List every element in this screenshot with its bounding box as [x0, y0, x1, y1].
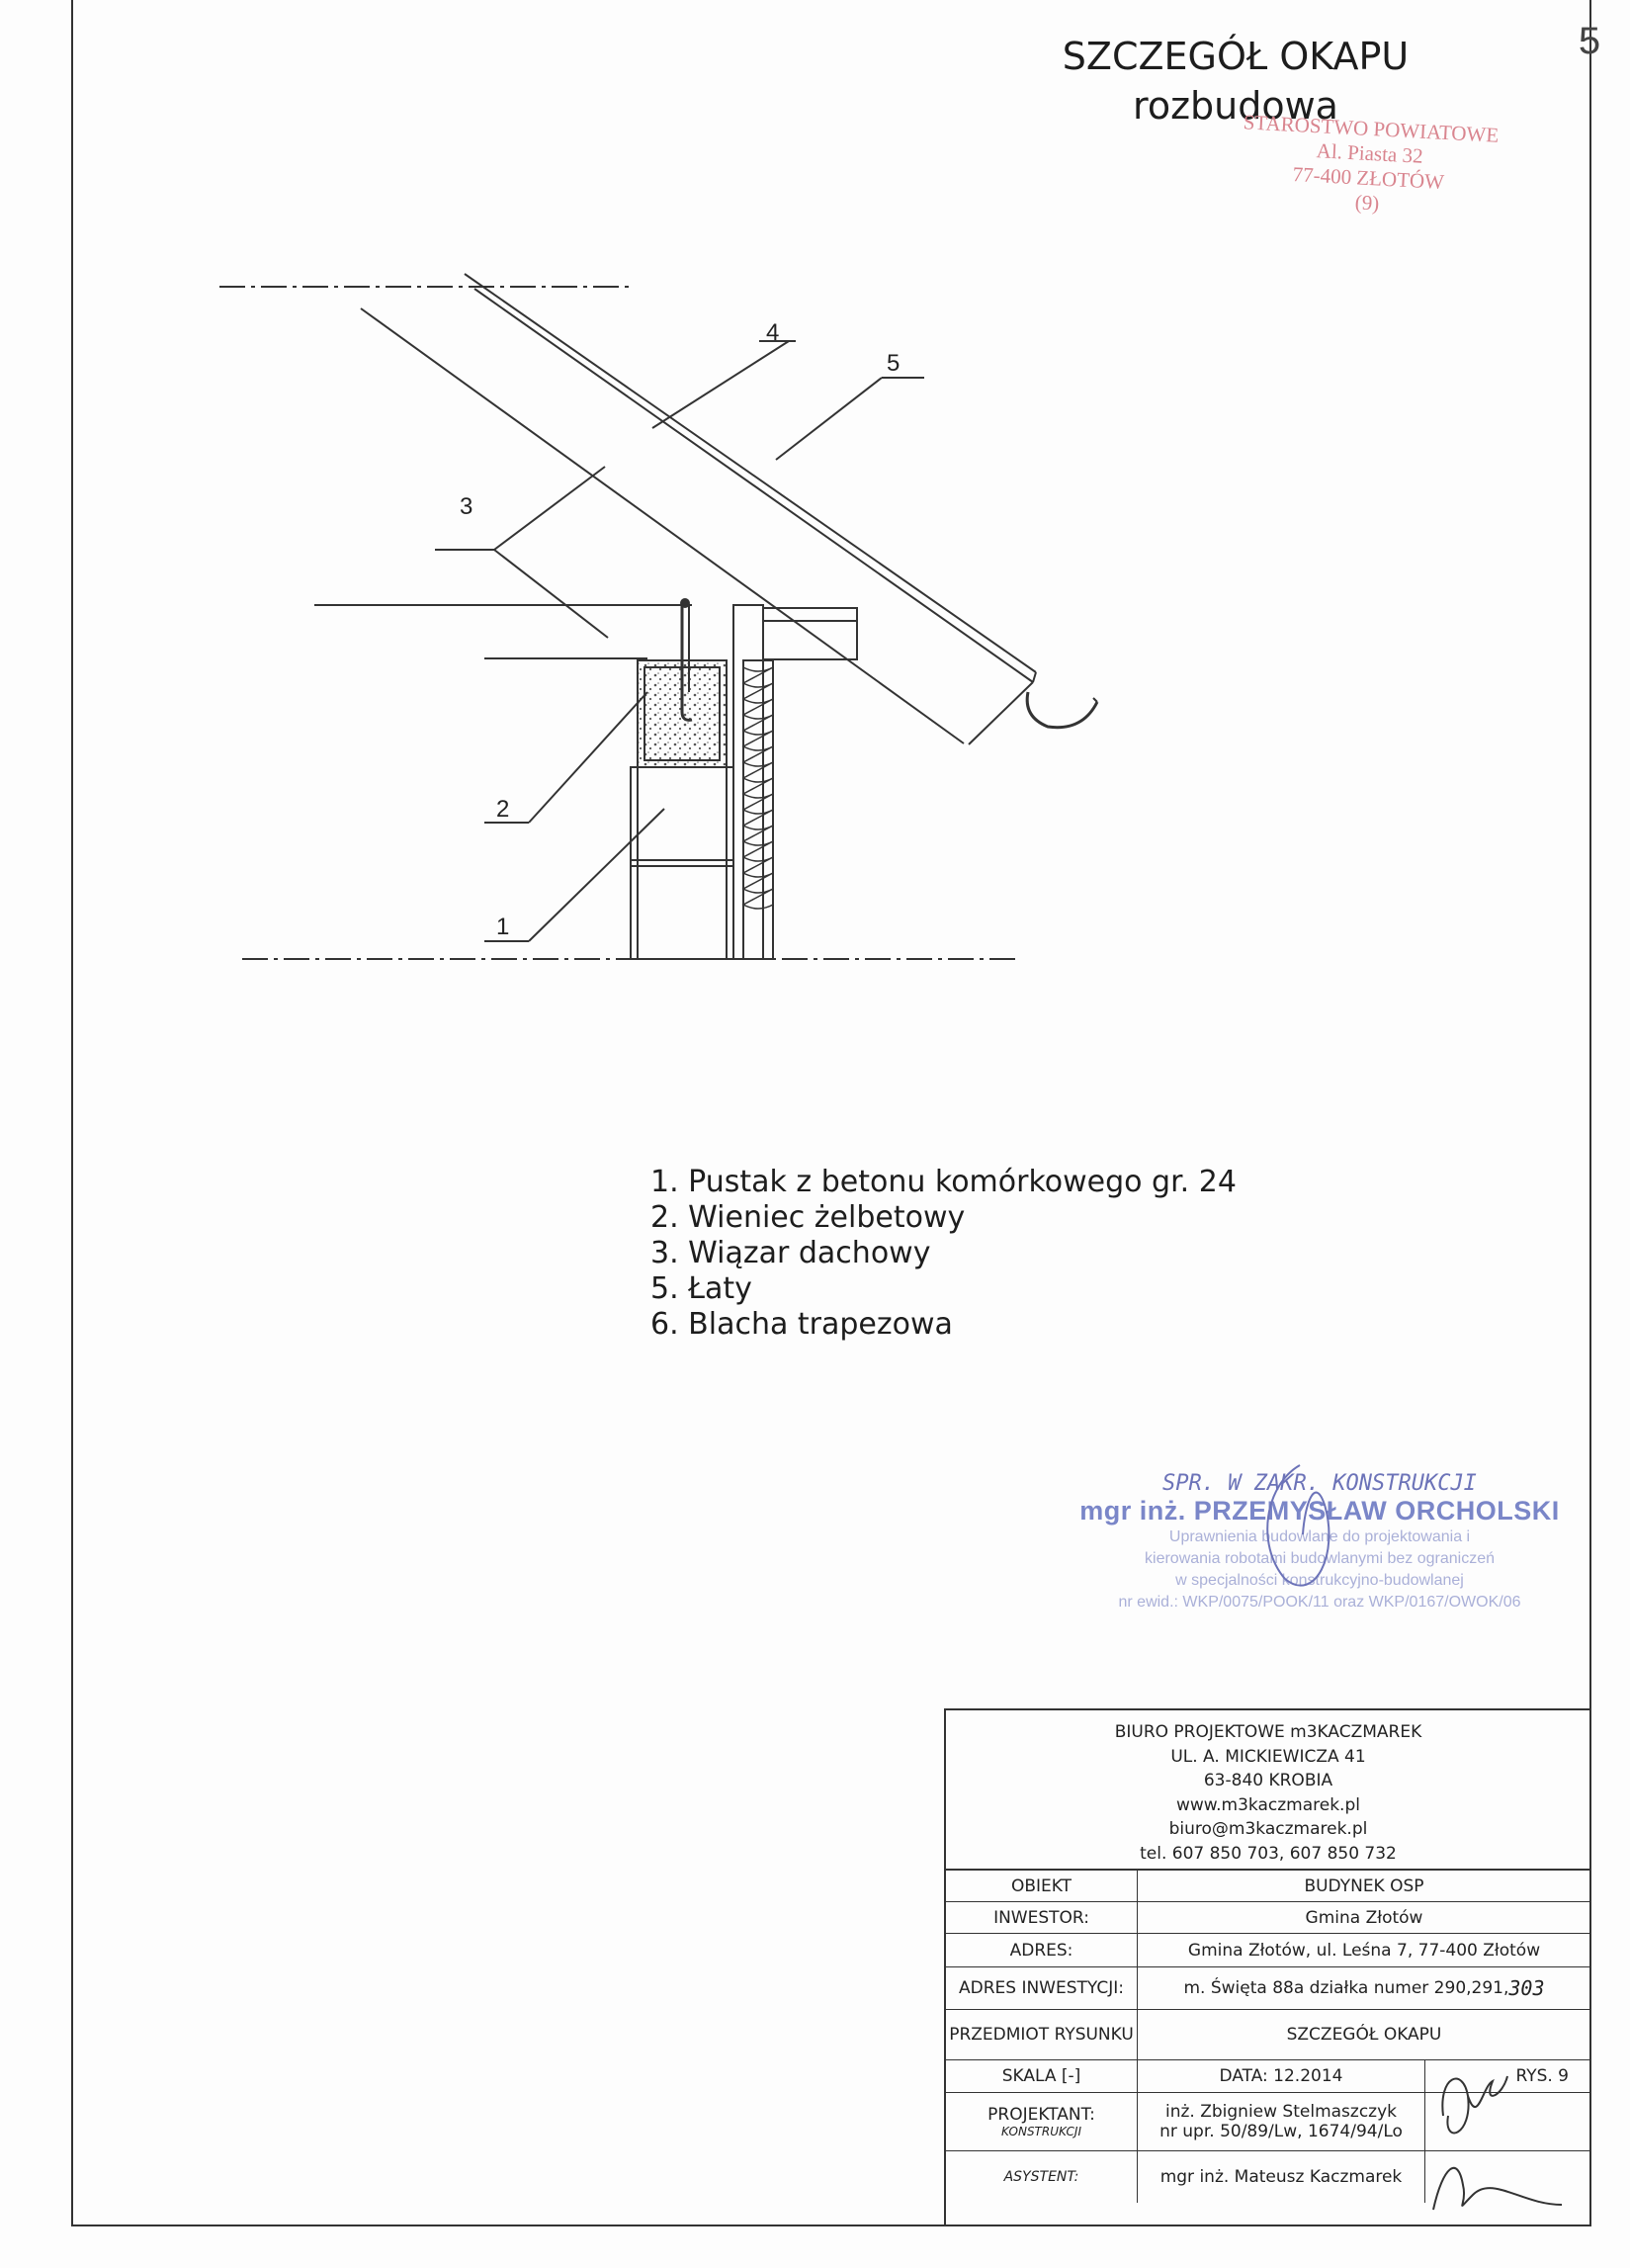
legend-list: [650, 1165, 1237, 1343]
legend-item: 3. Wiązar dachowy: [650, 1236, 931, 1270]
row-adres: [946, 1934, 1590, 1967]
office-city: 63-840 KROBIA: [1203, 1771, 1333, 1790]
adres-inwestycji-handwritten: 303: [1508, 1976, 1545, 2000]
office-email: biuro@m3kaczmarek.pl: [1168, 1819, 1368, 1839]
adres-inwestycji-label: ADRES INWESTYCJI:: [946, 1967, 1138, 2009]
projektant-permit: nr upr. 50/89/Lw, 1674/94/Lo: [1159, 2122, 1403, 2141]
legend-item: 6. Blacha trapezowa: [650, 1307, 953, 1342]
row-obiekt: [946, 1871, 1590, 1902]
rys-value: RYS. 9: [1515, 2066, 1569, 2086]
engineer-stamp-line: Uprawnienia budowlane do projektowania i: [1168, 1528, 1471, 1545]
projektant-info: [1138, 2093, 1425, 2150]
legend-item: 2. Wieniec żelbetowy: [650, 1200, 966, 1235]
roof-sheet-lower: [474, 289, 1033, 682]
engineer-stamp-handwriting: SPR. W ZAKR. KONSTRUKCJI: [1162, 1471, 1477, 1496]
office-name: BIURO PROJEKTOWE m3KACZMAREK: [1114, 1722, 1422, 1742]
office-stamp-line: 77-400 ZŁOTÓW: [1292, 161, 1445, 194]
callout-1: 1: [496, 914, 510, 940]
gutter: [1027, 692, 1097, 728]
office-stamp-line: Al. Piasta 32: [1316, 138, 1424, 168]
signature-handwritten: [1423, 2056, 1572, 2220]
legend-item: 5. Łaty: [650, 1271, 752, 1306]
obiekt-label: OBIEKT: [946, 1871, 1138, 1901]
office-phone: tel. 607 850 703, 607 850 732: [1140, 1843, 1397, 1864]
row-adres-inwestycji: [946, 1967, 1590, 2010]
projektant-label: PROJEKTANT:: [987, 2105, 1095, 2125]
adres-inwestycji-value: m. Święta 88a działka numer 290,291,: [1183, 1978, 1509, 1998]
callout-2: 2: [496, 796, 510, 823]
projektant-name: inż. Zbigniew Stelmaszczyk: [1164, 2102, 1397, 2122]
engineer-stamp-line: nr ewid.: WKP/0075/POOK/11 oraz WKP/0167/OWOK/06: [1118, 1594, 1521, 1611]
obiekt-value: BUDYNEK OSP: [1304, 1875, 1424, 1896]
callout-3: 3: [460, 493, 473, 520]
office-stamp-line: STAROSTWO POWIATOWE: [1243, 110, 1500, 147]
asystent-name: mgr inż. Mateusz Kaczmarek: [1138, 2151, 1425, 2203]
drawing-title: SZCZEGÓŁ OKAPU: [1062, 35, 1410, 78]
skala-label: SKALA [-]: [946, 2060, 1138, 2092]
projektant-label-cell: [946, 2093, 1138, 2150]
adres-label: ADRES:: [946, 1934, 1138, 1966]
leader-5: [776, 378, 882, 460]
adres-value: Gmina Złotów, ul. Leśna 7, 77-400 Złotów: [1187, 1940, 1541, 1961]
office-stamp-line: (9): [1354, 190, 1380, 216]
inwestor-label: INWESTOR:: [946, 1902, 1138, 1933]
engineer-name: mgr inż. PRZEMYSŁAW ORCHOLSKI: [1079, 1496, 1560, 1526]
engineer-stamp-line: w specjalności konstrukcyjno-budowlanej: [1175, 1572, 1464, 1589]
przedmiot-label: PRZEDMIOT RYSUNKU: [946, 2010, 1138, 2059]
drawing-subtitle: rozbudowa: [1133, 84, 1338, 128]
inwestor-value: Gmina Złotów: [1305, 1907, 1423, 1928]
office-address: UL. A. MICKIEWICZA 41: [1170, 1746, 1366, 1767]
office-website: www.m3kaczmarek.pl: [1176, 1794, 1360, 1815]
engineer-signature: [1245, 1445, 1354, 1604]
roof-sheet-upper: [465, 274, 1036, 672]
data-value: DATA: 12.2014: [1138, 2060, 1425, 2092]
office-info: [946, 1710, 1590, 1871]
adres-inwestycji-cell: [1138, 1967, 1590, 2009]
page-number: 5: [1578, 22, 1602, 66]
insulation: [743, 660, 773, 959]
asystent-label: ASYSTENT:: [946, 2151, 1138, 2203]
row-przedmiot: [946, 2010, 1590, 2060]
block-wall: [631, 767, 733, 959]
projektant-handwritten: KONSTRUKCJI: [1000, 2125, 1082, 2138]
leader-4: [652, 341, 789, 428]
legend-item: 1. Pustak z betonu komórkowego gr. 24: [650, 1165, 1237, 1199]
callout-4: 4: [766, 319, 780, 346]
przedmiot-value: SZCZEGÓŁ OKAPU: [1286, 2025, 1442, 2045]
engineer-stamp-line: kierowania robotami budowlanymi bez ograniczeń: [1145, 1550, 1495, 1567]
row-inwestor: [946, 1902, 1590, 1934]
callout-5: 5: [887, 350, 901, 377]
